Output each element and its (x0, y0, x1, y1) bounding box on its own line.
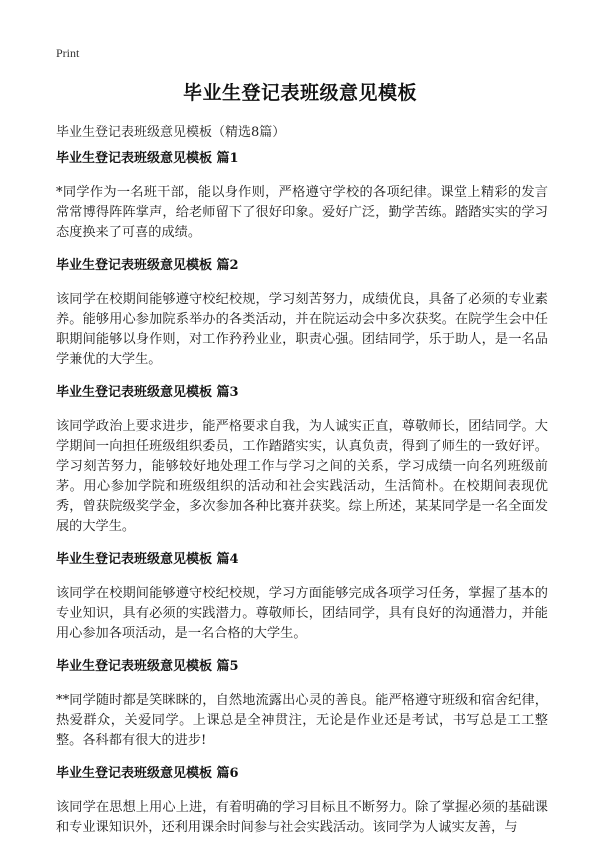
section-body: 该同学在校期间能够遵守校纪校规，学习方面能够完成各项学习任务，掌握了基本的专业知识，具有必须的实践潜力。尊敬师长，团结同学，具有良好的沟通潜力，并能用心参加各项活动，是一名合格的大学生。 (56, 586, 548, 641)
section-4 (56, 551, 548, 644)
section-heading: 毕业生登记表班级意见模板 篇1 (56, 151, 239, 166)
section-heading: 毕业生登记表班级意见模板 篇4 (56, 552, 239, 567)
section-2 (56, 257, 548, 370)
section-6 (56, 765, 548, 838)
page-title: 毕业生登记表班级意见模板 (182, 82, 417, 104)
section-body: 该同学在校期间能够遵守校纪校规，学习刻苦努力，成绩优良，具备了必须的专业素养。能够用心参加院系举办的各类活动，并在院运动会中多次获奖。在院学生会中任职期间能够以身作则，对工作矜矜业业，职责心强。团结同学，乐于助人，是一名品学兼优的大学生。 (56, 292, 548, 367)
section-1 (56, 150, 548, 243)
section-heading: 毕业生登记表班级意见模板 篇5 (56, 659, 239, 674)
section-body: **同学随时都是笑眯眯的，自然地流露出心灵的善良。能严格遵守班级和宿舍纪律，热爱群众，关爱同学。上课总是全神贯注，无论是作业还是考试，书写总是工工整整。各科都有很大的进步! (56, 693, 548, 748)
section-heading: 毕业生登记表班级意见模板 篇6 (56, 766, 239, 781)
section-5 (56, 658, 548, 751)
section-body: 该同学在思想上用心上进，有着明确的学习目标且不断努力。除了掌握必须的基础课和专业课知识外，还利用课余时间参与社会实践活动。该同学为人诚实友善，与 (56, 800, 548, 835)
section-3 (56, 384, 548, 537)
section-body: *同学作为一名班干部，能以身作则，严格遵守学校的各项纪律。课堂上精彩的发言常常博得阵阵掌声，给老师留下了很好印象。爱好广泛，勤学苦练。踏踏实实的学习态度换来了可喜的成绩。 (56, 185, 548, 240)
section-heading: 毕业生登记表班级意见模板 篇2 (56, 258, 239, 273)
section-heading: 毕业生登记表班级意见模板 篇3 (56, 385, 239, 400)
print-label[interactable]: Print (56, 46, 80, 60)
section-body: 该同学政治上要求进步，能严格要求自我，为人诚实正直，尊敬师长，团结同学。大学期间一向担任班级组织委员，工作踏踏实实，认真负责，得到了师生的一致好评。学习刻苦努力，能够较好地处理工作与学习之间的关系，学习成绩一向名列班级前茅。用心参加学院和班级组织的活动和社会实践活动，生活简朴。在校期间表现优秀，曾获院级奖学金，多次参加各种比赛并获奖。综上所述，某某同学是一名全面发展的大学生。 (56, 419, 548, 534)
document-content (56, 150, 548, 852)
page-subtitle: 毕业生登记表班级意见模板（精选8篇） (56, 125, 286, 140)
